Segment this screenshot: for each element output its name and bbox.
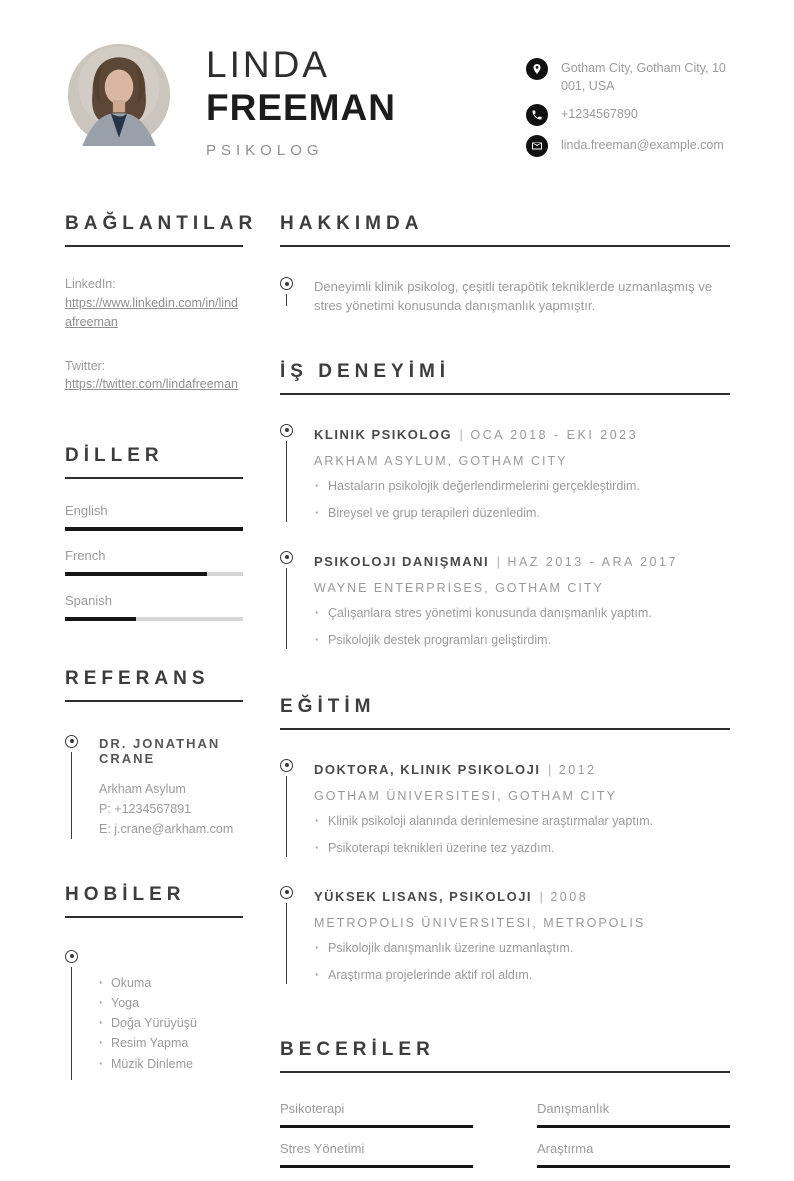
education-bullets — [314, 940, 730, 984]
section-references — [65, 668, 243, 839]
skill-item — [537, 1141, 730, 1168]
education-body — [304, 887, 730, 984]
experience-entry — [280, 424, 730, 522]
reference-body — [89, 736, 243, 839]
timeline-line — [71, 967, 73, 1080]
timeline-line — [286, 568, 288, 649]
section-hobbies — [65, 884, 243, 1080]
language-row — [65, 503, 243, 531]
skill-name: Psikoterapi — [280, 1100, 345, 1116]
section-skills — [280, 1039, 730, 1181]
about-body — [304, 278, 730, 316]
skill-bar — [280, 1165, 473, 1168]
profile-photo — [68, 44, 170, 146]
education-entry — [280, 886, 730, 984]
skill-item — [280, 1101, 473, 1128]
skill-bar — [537, 1125, 730, 1128]
reference-details — [99, 779, 243, 839]
education-heading: EĞİTİM — [280, 696, 730, 730]
skill-name: Stres Yönetimi — [280, 1140, 365, 1156]
language-name: French — [65, 547, 106, 563]
language-bar-fill — [65, 572, 207, 576]
title-date-separator: | — [459, 426, 463, 442]
experience-bullet: · Psikolojik destek programları geliştirdim. — [314, 632, 730, 649]
timeline-marker — [280, 759, 304, 857]
timeline-dot-icon — [280, 424, 293, 437]
timeline-marker — [280, 424, 304, 522]
experience-dates: OCA 2018 - EKI 2023 — [470, 427, 639, 442]
reference-entry — [65, 735, 243, 839]
education-org: METROPOLIS ÜNIVERSITESI, METROPOLIS — [314, 915, 646, 930]
language-name: Spanish — [65, 592, 112, 608]
timeline-marker — [65, 950, 89, 1080]
education-title-row — [314, 887, 730, 906]
timeline-dot-icon — [280, 551, 293, 564]
experience-body — [304, 552, 730, 649]
content-columns — [0, 213, 794, 1180]
map-pin-icon — [526, 58, 548, 80]
reference-email: E: j.crane@arkham.com — [99, 821, 234, 836]
hobbies-body — [89, 951, 243, 1080]
contact-location — [526, 58, 730, 95]
phone-icon — [526, 104, 548, 126]
experience-bullet: · Hastaların psikolojik değerlendirmelerini gerçekleştirdim. — [314, 478, 730, 495]
link-item-linkedin — [65, 275, 243, 333]
timeline-line — [286, 903, 288, 984]
skill-bar — [280, 1125, 473, 1128]
education-dates: 2008 — [550, 889, 589, 904]
location-text: Gotham City, Gotham City, 10001, USA — [561, 61, 726, 93]
experience-entry — [280, 551, 730, 649]
email-text: linda.freeman@example.com — [561, 138, 724, 152]
hobbies-list — [99, 973, 243, 1074]
experience-body — [304, 425, 730, 522]
experience-title: KLINIK PSIKOLOG — [314, 426, 453, 442]
experience-bullets — [314, 478, 730, 522]
contact-block — [526, 44, 730, 159]
references-heading: REFERANS — [65, 668, 243, 702]
link-label: LinkedIn: — [65, 277, 116, 292]
education-title-row — [314, 760, 730, 779]
education-entry — [280, 759, 730, 857]
links-heading: BAĞLANTILAR — [65, 213, 243, 247]
experience-title-row — [314, 425, 730, 444]
timeline-marker — [65, 735, 89, 839]
about-heading: HAKKIMDA — [280, 213, 730, 247]
section-experience — [280, 361, 730, 649]
main-content — [280, 213, 730, 1180]
timeline-line — [286, 441, 288, 522]
language-row — [65, 593, 243, 621]
reference-phone: P: +1234567891 — [99, 801, 192, 816]
experience-org: WAYNE ENTERPRISES, GOTHAM CITY — [314, 580, 604, 595]
last-name: FREEMAN — [206, 86, 396, 128]
link-item-twitter — [65, 357, 243, 395]
contact-phone — [526, 104, 730, 126]
linkedin-link[interactable]: https://www.linkedin.com/in/lindafreeman — [65, 295, 238, 330]
timeline-marker — [280, 886, 304, 984]
skill-name: Danışmanlık — [537, 1100, 610, 1116]
experience-heading: İŞ DENEYİMİ — [280, 361, 730, 395]
title-date-separator: | — [539, 888, 543, 904]
hobby-item: · Müzik Dinleme — [99, 1054, 243, 1074]
title-date-separator: | — [496, 553, 500, 569]
timeline-line — [286, 776, 288, 857]
language-row — [65, 548, 243, 576]
contact-email — [526, 135, 730, 157]
skill-item — [280, 1141, 473, 1168]
job-title: PSIKOLOG — [206, 142, 324, 160]
timeline-dot-icon — [280, 759, 293, 772]
hobby-item: · Doğa Yürüyüşü — [99, 1013, 243, 1033]
timeline-dot-icon — [280, 277, 293, 290]
experience-bullet: · Bireysel ve grup terapileri düzenledim. — [314, 505, 730, 522]
section-education — [280, 696, 730, 984]
timeline-line — [286, 294, 288, 306]
about-text: Deneyimli klinik psikolog, çeşitli terapötik tekniklerde uzmanlaşmış ve stres yönetimi konusunda danışmanlık yapmıştır. — [314, 279, 713, 313]
language-bar-fill — [65, 617, 136, 621]
title-date-separator: | — [547, 761, 552, 777]
education-body — [304, 760, 730, 857]
portrait-illustration — [68, 44, 170, 146]
experience-dates: HAZ 2013 - ARA 2017 — [507, 554, 678, 569]
timeline-marker — [280, 551, 304, 649]
hobby-item: · Okuma — [99, 973, 243, 993]
timeline-line — [71, 752, 73, 839]
skill-bar — [537, 1165, 730, 1168]
education-bullet: · Klinik psikoloji alanında derinlemesine araştırmalar yaptım. — [314, 813, 730, 830]
skill-name: Araştırma — [537, 1140, 594, 1156]
sidebar — [65, 213, 258, 1180]
education-title: DOKTORA, KLINIK PSIKOLOJI — [314, 761, 541, 777]
header — [0, 0, 794, 159]
hobby-item: · Yoga — [99, 993, 243, 1013]
envelope-icon — [526, 135, 548, 157]
education-bullet: · Psikolojik danışmanlık üzerine uzmanlaştım. — [314, 940, 730, 957]
education-org: GOTHAM ÜNIVERSITESI, GOTHAM CITY — [314, 788, 617, 803]
hobby-item: · Resim Yapma — [99, 1033, 243, 1053]
reference-name: DR. JONATHAN CRANE — [99, 735, 221, 766]
name-block — [206, 44, 458, 159]
timeline-dot-icon — [65, 950, 78, 963]
timeline-marker — [280, 277, 304, 316]
experience-title-row — [314, 552, 730, 571]
link-label: Twitter: — [65, 358, 106, 373]
languages-heading: DİLLER — [65, 445, 243, 479]
experience-title: PSIKOLOJI DANIŞMANI — [314, 553, 490, 569]
section-about — [280, 213, 730, 316]
language-bar-fill — [65, 527, 243, 531]
timeline-dot-icon — [65, 735, 78, 748]
twitter-link[interactable]: https://twitter.com/lindafreeman — [65, 377, 238, 392]
experience-bullet: · Çalışanlara stres yönetimi konusunda danışmanlık yaptım. — [314, 605, 730, 622]
education-bullet: · Psikoterapi teknikleri üzerine tez yazdım. — [314, 840, 730, 857]
experience-org: ARKHAM ASYLUM, GOTHAM CITY — [314, 453, 568, 468]
experience-bullets — [314, 605, 730, 649]
education-title: YÜKSEK LISANS, PSIKOLOJI — [314, 888, 533, 904]
about-entry — [280, 277, 730, 316]
skills-heading: BECERİLER — [280, 1039, 730, 1073]
skill-item — [537, 1101, 730, 1128]
section-links — [65, 213, 258, 395]
skills-grid — [280, 1101, 730, 1181]
phone-text: +1234567890 — [561, 107, 638, 121]
education-dates: 2012 — [558, 762, 597, 777]
first-name: LINDA — [206, 44, 330, 85]
hobbies-heading: HOBİLER — [65, 884, 243, 918]
education-bullets — [314, 813, 730, 857]
section-languages — [65, 445, 243, 621]
language-name: English — [65, 502, 108, 518]
education-bullet: · Araştırma projelerinde aktif rol aldım. — [314, 967, 730, 984]
language-bar-track — [65, 572, 243, 576]
reference-company: Arkham Asylum — [99, 781, 186, 796]
language-bar-track — [65, 527, 243, 531]
timeline-dot-icon — [280, 886, 293, 899]
hobbies-entry — [65, 950, 243, 1080]
language-bar-track — [65, 617, 243, 621]
